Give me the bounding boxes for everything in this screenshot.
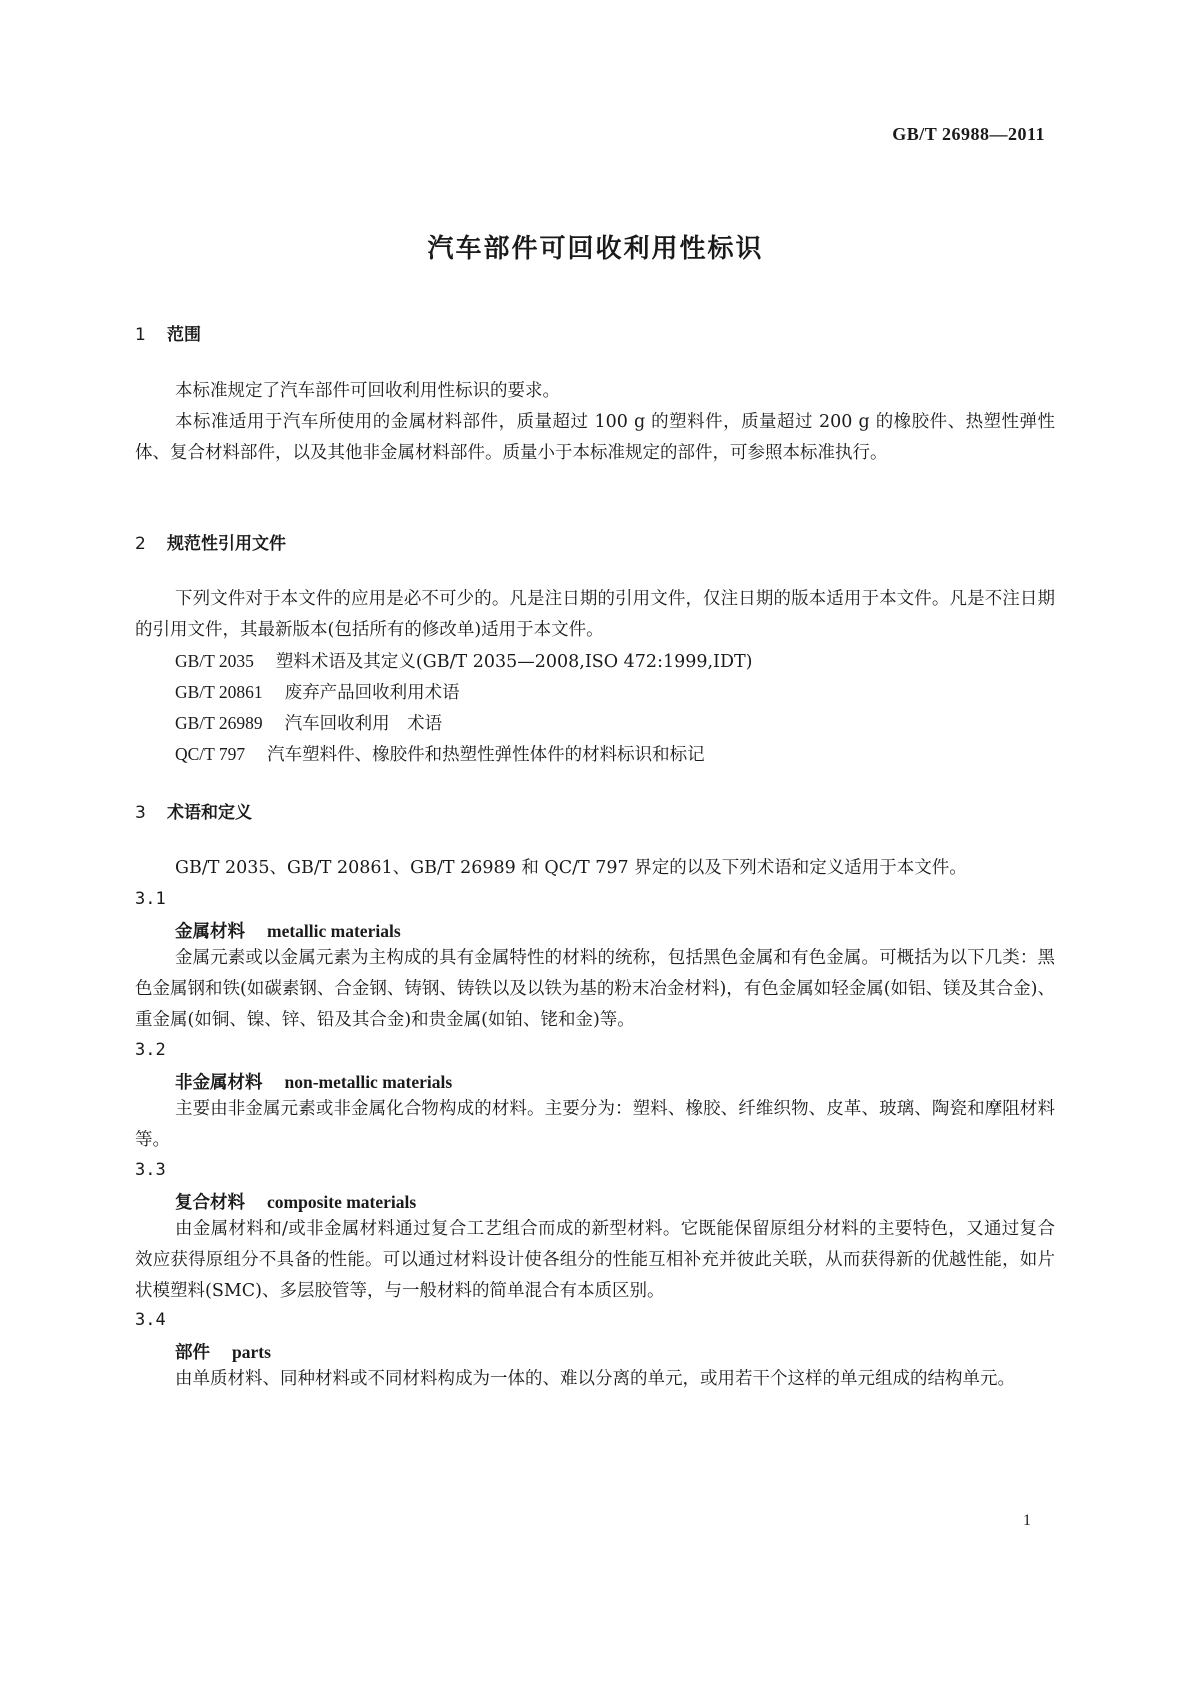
term-number: 3.2 xyxy=(135,1040,166,1060)
term-heading xyxy=(175,1189,416,1214)
paragraph: 下列文件对于本文件的应用是必不可少的。凡是注日期的引用文件，仅注日期的版本适用于本文件。凡是不注日期的引用文件，其最新版本(包括所有的修改单)适用于本文件。 xyxy=(135,589,1055,640)
section-2-heading xyxy=(135,529,286,554)
reference-code: QC/T 797 xyxy=(175,744,246,764)
document-title: 汽车部件可回收利用性标识 xyxy=(427,234,764,264)
term-definition: 由金属材料和/或非金属材料通过复合工艺组合而成的新型材料。它既能保留原组分材料的主要特色，又通过复合效应获得原组分不具备的性能。可以通过材料设计使各组分的性能互相补充并彼此关联，从而获得新的优越性能，如片状模塑料(SMC)、多层胶管等，与一般材料的简单混合有本质区别。 xyxy=(135,1219,1055,1301)
reference-name: 汽车回收利用 术语 xyxy=(284,714,443,734)
term-number: 3.1 xyxy=(135,889,166,909)
term-chinese: 部件 xyxy=(175,1343,210,1363)
reference-name: 汽车塑料件、橡胶件和热塑性弹性体件的材料标识和标记 xyxy=(267,745,705,765)
section-3-heading xyxy=(135,798,252,823)
paragraph: 本标准规定了汽车部件可回收利用性标识的要求。 xyxy=(175,381,560,401)
term-definition: 由单质材料、同种材料或不同材料构成为一体的、难以分离的单元，或用若干个这样的单元组成的结构单元。 xyxy=(175,1369,1015,1389)
paragraph: 本标准适用于汽车所使用的金属材料部件，质量超过 100 g 的塑料件，质量超过 200 g 的橡胶件、热塑性弹性体、复合材料部件，以及其他非金属材料部件。质量小于本标准规定的部件，可参照本标准执行。 xyxy=(135,412,1055,463)
term-heading xyxy=(175,1069,452,1094)
section-title: 范围 xyxy=(167,325,201,345)
section-number: 1 xyxy=(135,325,146,345)
section-number: 3 xyxy=(135,803,146,823)
term-heading xyxy=(175,1339,271,1364)
reference-code: GB/T 2035 xyxy=(175,651,254,671)
section-title: 规范性引用文件 xyxy=(167,534,286,554)
term-heading xyxy=(175,918,401,943)
term-chinese: 复合材料 xyxy=(175,1193,245,1213)
standard-number: GB/T 26988—2011 xyxy=(892,124,1045,144)
term-english: parts xyxy=(232,1342,271,1362)
reference-name: 废弃产品回收利用术语 xyxy=(284,683,460,703)
section-number: 2 xyxy=(135,534,146,554)
paragraph: GB/T 2035、GB/T 20861、GB/T 26989 和 QC/T 797 界定的以及下列术语和定义适用于本文件。 xyxy=(175,858,967,878)
reference-code: GB/T 20861 xyxy=(175,682,263,702)
term-chinese: 非金属材料 xyxy=(175,1073,263,1093)
reference-name: 塑料术语及其定义(GB/T 2035—2008,ISO 472:1999,IDT) xyxy=(275,652,753,672)
reference-item xyxy=(175,677,460,709)
term-chinese: 金属材料 xyxy=(175,922,245,942)
section-1-heading xyxy=(135,320,201,345)
term-english: non-metallic materials xyxy=(284,1072,453,1092)
term-english: composite materials xyxy=(267,1192,417,1212)
reference-code: GB/T 26989 xyxy=(175,713,263,733)
term-definition: 主要由非金属元素或非金属化合物构成的材料。主要分为：塑料、橡胶、纤维织物、皮革、玻璃、陶瓷和摩阻材料等。 xyxy=(135,1099,1055,1150)
reference-item xyxy=(175,708,442,740)
section-title: 术语和定义 xyxy=(167,803,252,823)
term-number: 3.3 xyxy=(135,1160,166,1180)
reference-item xyxy=(175,739,705,771)
term-definition: 金属元素或以金属元素为主构成的具有金属特性的材料的统称，包括黑色金属和有色金属。可概括为以下几类：黑色金属钢和铁(如碳素钢、合金钢、铸钢、铸铁以及以铁为基的粉末冶金材料)，有色金属如轻金属(如铝、镁及其合金)、重金属(如铜、镍、锌、铅及其合金)和贵金属(如铂、铑和金)等。 xyxy=(135,948,1055,1030)
page-number: 1 xyxy=(1023,1512,1031,1529)
term-number: 3.4 xyxy=(135,1310,166,1330)
term-english: metallic materials xyxy=(267,921,401,941)
reference-item xyxy=(175,646,753,678)
